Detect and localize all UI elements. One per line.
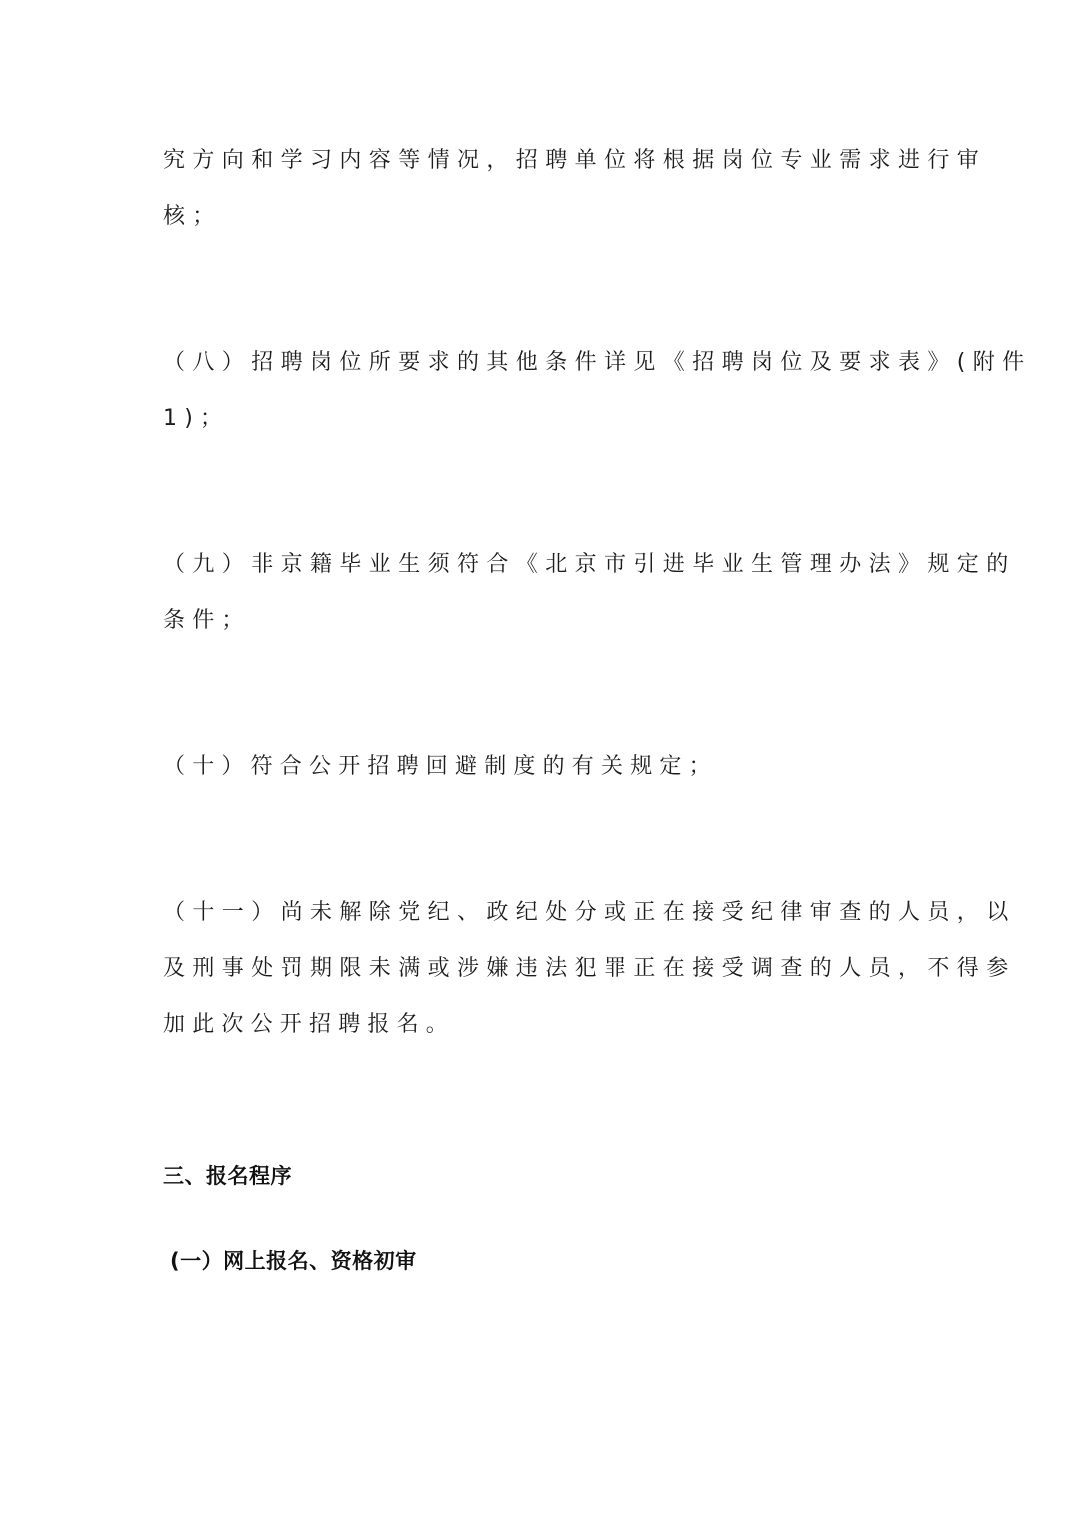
- paragraph-line: 及刑事处罚期限未满或涉嫌违法犯罪正在接受调查的人员，不得参: [163, 956, 1016, 981]
- paragraph-line: （十一）尚未解除党纪、政纪处分或正在接受纪律审查的人员，以: [163, 900, 1016, 925]
- paragraph-line: 条件；: [163, 608, 251, 633]
- paragraph-line: （八）招聘岗位所要求的其他条件详见《招聘岗位及要求表》(附件: [163, 350, 1032, 375]
- subsection-heading: (一）网上报名、资格初审: [170, 1249, 417, 1273]
- paragraph-line: 加此次公开招聘报名。: [163, 1012, 456, 1037]
- paragraph-line: 1)；: [163, 406, 230, 431]
- paragraph-line: 究方向和学习内容等情况，招聘单位将根据岗位专业需求进行审: [163, 148, 987, 173]
- paragraph-line: （十）符合公开招聘回避制度的有关规定；: [163, 754, 718, 779]
- paragraph-line: 核；: [163, 204, 222, 229]
- section-heading: 三、报名程序: [163, 1164, 292, 1188]
- paragraph-line: （九）非京籍毕业生须符合《北京市引进毕业生管理办法》规定的: [163, 552, 1016, 577]
